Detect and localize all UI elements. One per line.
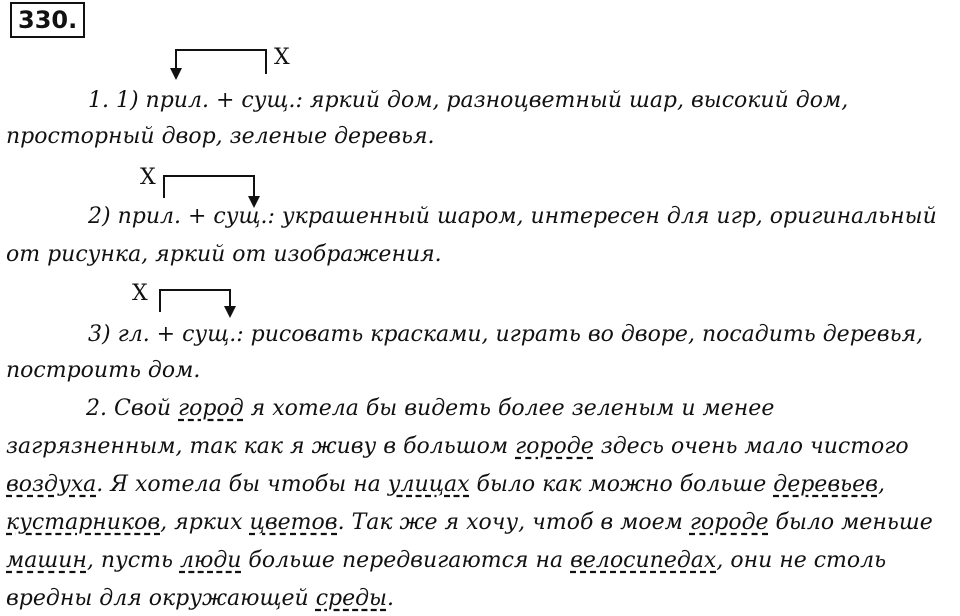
object-word: городе — [689, 510, 769, 535]
x-marker: X — [140, 165, 156, 190]
object-word: кустарников — [6, 510, 161, 535]
text: я хотела бы видеть более зеленым и менее — [243, 396, 775, 421]
section2-line3 — [6, 470, 885, 500]
text: вредны для окружающей — [6, 586, 316, 611]
text: было как можно больше — [469, 472, 774, 497]
item3-line1: 3) гл. + сущ.: рисовать красками, играть во дворе, посадить деревья, — [88, 322, 924, 347]
item2-line2: от рисунка, яркий от изображения. — [6, 242, 442, 267]
text: , ярких — [160, 510, 250, 535]
object-word: велосипедах — [570, 548, 717, 573]
section2-line6 — [6, 584, 394, 614]
text: здесь очень мало чистого — [593, 434, 909, 459]
item1-line1: 1. 1) прил. + сущ.: яркий дом, разноцветный шар, высокий дом, — [88, 88, 849, 113]
section2-line5 — [6, 546, 886, 576]
text: больше передвигаются на — [241, 548, 571, 573]
subject-word: городе — [515, 434, 594, 459]
text: загрязненным, так как я живу в большом — [6, 434, 516, 459]
schema-diagram-1 — [168, 44, 278, 84]
item1-line2: просторный двор, зеленые деревья. — [6, 124, 435, 149]
object-word: цветов — [249, 510, 338, 535]
text: . Я хотела бы чтобы на — [96, 472, 388, 497]
text: , — [877, 472, 885, 497]
object-word: воздуха — [6, 472, 97, 497]
section2-line1 — [86, 394, 774, 424]
x-marker: X — [132, 281, 148, 306]
x-marker: X — [274, 45, 290, 70]
object-word: машин — [6, 548, 87, 573]
text: . — [386, 586, 394, 611]
item2-line1: 2) прил. + сущ.: украшенный шаром, интересен для игр, оригинальный — [88, 204, 937, 229]
section2-line4 — [6, 508, 933, 538]
subject-word: город — [178, 396, 244, 421]
text: , они не столь — [716, 548, 887, 573]
object-word: улицах — [387, 472, 470, 497]
object-word: деревьев — [773, 472, 878, 497]
text: . Так же я хочу, чтоб в моем — [337, 510, 690, 535]
object-word: среды — [315, 586, 387, 611]
exercise-number: 330. — [10, 2, 85, 38]
bracket-arrow-icon — [168, 44, 278, 84]
text: 2. Свой — [86, 396, 179, 421]
subject-word: люди — [179, 548, 242, 573]
section2-line2 — [6, 432, 909, 462]
text: , пусть — [86, 548, 180, 573]
text: было меньше — [768, 510, 933, 535]
item3-line2: построить дом. — [6, 358, 201, 383]
